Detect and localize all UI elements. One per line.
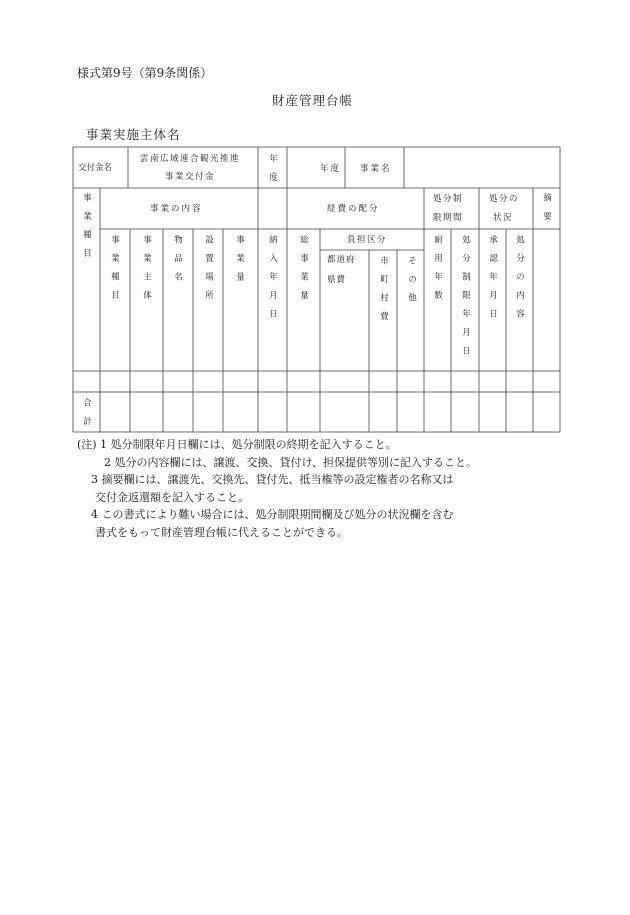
column-burden-breakdown: 負担区分 [347, 235, 388, 245]
notes [77, 436, 477, 541]
column-disposal-status-line1: 処分の [489, 194, 520, 204]
column-expense-allocation: 経費の配分 [327, 204, 380, 214]
column-disposal-content: 処分の内容 [514, 235, 525, 328]
column-other: その他 [406, 256, 417, 312]
column-prefecture-cost-line1: 都道府 [327, 255, 356, 265]
document-title: 財産管理台帳 [272, 93, 354, 108]
column-disposal-limit-line2: 限期間 [433, 213, 464, 223]
column-approval-date: 承認年月日 [487, 235, 498, 328]
fiscal-year-label: 年度 [320, 164, 342, 174]
total-row-label: 合計 [81, 398, 92, 435]
column-project-content: 事業の内容 [150, 204, 203, 214]
column-project-type: 事業種目 [81, 193, 92, 267]
column-prefecture-cost-line2: 県費 [327, 275, 347, 285]
column-municipal-cost: 市町村費 [378, 256, 389, 330]
column-item-name: 物品名 [172, 235, 183, 291]
column-disposal-limit-date: 処分制限年月日 [460, 235, 471, 365]
column-install-location: 設置場所 [203, 235, 214, 309]
column-project-quantity: 事業量 [234, 235, 245, 291]
column-total-project-cost: 総事業量 [298, 235, 309, 309]
column-remarks: 摘要 [541, 193, 552, 230]
column-disposal-status-line2: 状況 [493, 213, 514, 223]
year-label: 年度 [267, 154, 278, 191]
grant-name-line2: 事業交付金 [165, 172, 216, 182]
grant-name-line1: 雲南広域連合観光推進 [140, 154, 241, 164]
note-2: 2 処分の内容欄には、譲渡、交換、貸付け、担保提供等別に記入すること。 [104, 455, 478, 469]
column-project-body: 事業主体 [141, 235, 152, 309]
column-delivery-date: 納入年月日 [267, 235, 278, 328]
project-name-label: 事業名 [360, 164, 392, 174]
column-disposal-limit-line1: 処分制 [433, 194, 464, 204]
entity-name-label: 事業実施主体名 [86, 127, 181, 142]
form-number: 様式第9号（第9条関係） [77, 66, 213, 80]
note-4: 4 この書式により難い場合には、処分制限期間欄及び処分の状況欄を含む [91, 508, 454, 521]
note-3: 3 摘要欄には、譲渡先、交換先、貸付先、抵当権等の設定権者の名称又は [91, 473, 454, 486]
note-3-continued: 交付金返還額を記入すること。 [95, 490, 249, 504]
column-useful-life: 耐用年数 [432, 235, 443, 309]
note-4-continued: 書式をもって財産管理台帳に代えることができる。 [95, 525, 348, 539]
note-1: (注) 1 処分制限年月日欄には、処分制限の終期を記入すること。 [77, 438, 397, 451]
column-sub-project-type: 事業種目 [109, 235, 120, 309]
grant-name-label: 交付金名 [78, 163, 113, 173]
